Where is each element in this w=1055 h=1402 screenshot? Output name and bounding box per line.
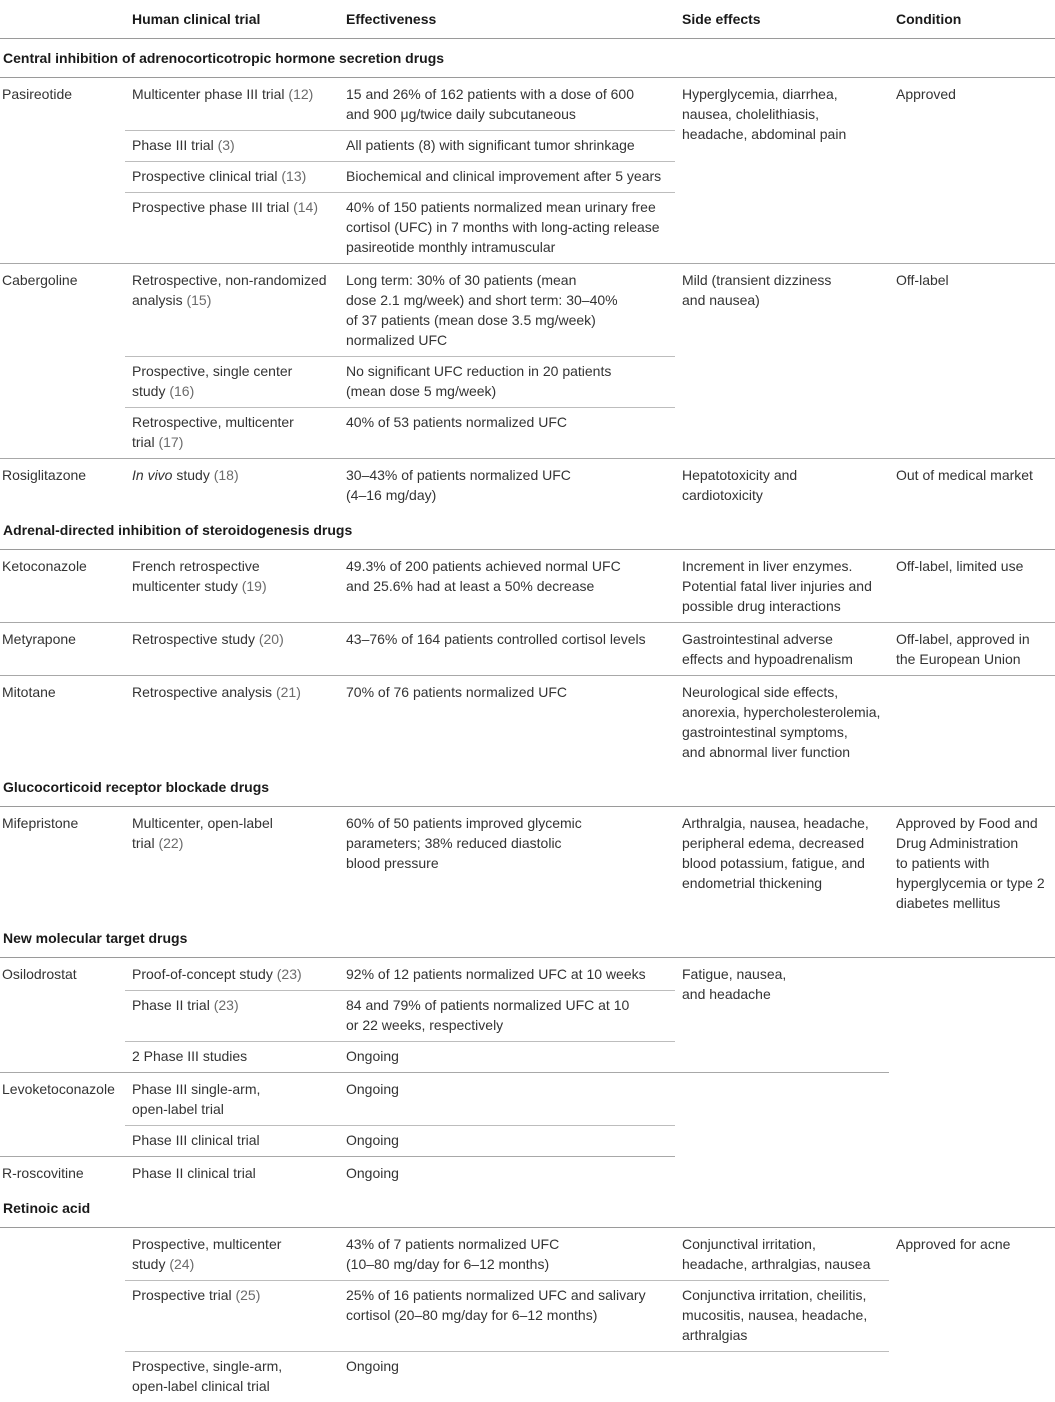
header-effectiveness: Effectiveness — [339, 0, 675, 39]
trial-cell: Prospective, single-arm, open-label clinical trial — [125, 1352, 339, 1402]
trial-cell: Phase III trial (3) — [125, 131, 339, 162]
trial-cell: French retrospective multicenter study (19) — [125, 550, 339, 623]
reference-link[interactable]: (21) — [276, 684, 301, 700]
effectiveness-cell: 84 and 79% of patients normalized UFC at 10 or 22 weeks, respectively — [339, 991, 675, 1042]
trial-cell: Phase II clinical trial — [125, 1157, 339, 1190]
effectiveness-cell: 30–43% of patients normalized UFC (4–16 mg/day) — [339, 459, 675, 512]
effectiveness-cell: Ongoing — [339, 1157, 675, 1190]
trial-cell: Prospective, single center study (16) — [125, 357, 339, 408]
condition-cell: Off-label, approved in the European Union — [889, 623, 1055, 676]
effectiveness-cell: 92% of 12 patients normalized UFC at 10 weeks — [339, 958, 675, 991]
reference-link[interactable]: (24) — [169, 1256, 194, 1272]
effectiveness-cell: Ongoing — [339, 1352, 675, 1402]
drug-name: Mifepristone — [0, 807, 125, 920]
side-effects-cell — [675, 1073, 889, 1190]
reference-link[interactable]: (20) — [259, 631, 284, 647]
side-effects-cell: Neurological side effects, anorexia, hypercholesterolemia, gastrointestinal symptoms, and abnormal liver function — [675, 676, 889, 769]
side-effects-cell: Fatigue, nausea, and headache — [675, 958, 889, 1073]
trial-cell: Phase II trial (23) — [125, 991, 339, 1042]
section-row — [0, 39, 1055, 78]
effectiveness-cell: 40% of 53 patients normalized UFC — [339, 408, 675, 459]
section-row — [0, 1189, 1055, 1228]
section-title: Glucocorticoid receptor blockade drugs — [0, 768, 1055, 807]
trial-cell: In vivo study (18) — [125, 459, 339, 512]
table-row — [0, 550, 1055, 623]
table-row — [0, 676, 1055, 769]
side-effects-cell: Hyperglycemia, diarrhea, nausea, cholelithiasis, headache, abdominal pain — [675, 78, 889, 264]
effectiveness-cell: 40% of 150 patients normalized mean urinary free cortisol (UFC) in 7 months with long-acting release pasireotide monthly intramuscular — [339, 193, 675, 264]
reference-link[interactable]: (12) — [288, 86, 313, 102]
reference-link[interactable]: (25) — [235, 1287, 260, 1303]
trial-cell: Phase III clinical trial — [125, 1126, 339, 1157]
drug-name: R-roscovitine — [0, 1157, 125, 1190]
drug-name — [0, 1228, 125, 1402]
header-drug — [0, 0, 125, 39]
reference-link[interactable]: (19) — [242, 578, 267, 594]
side-effects-cell: Increment in liver enzymes. Potential fatal liver injuries and possible drug interactions — [675, 550, 889, 623]
trial-cell: Retrospective, multicenter trial (17) — [125, 408, 339, 459]
header-trial: Human clinical trial — [125, 0, 339, 39]
side-effects-cell: Gastrointestinal adverse effects and hypoadrenalism — [675, 623, 889, 676]
trial-cell: Prospective phase III trial (14) — [125, 193, 339, 264]
trial-cell: 2 Phase III studies — [125, 1042, 339, 1073]
condition-cell: Approved by Food and Drug Administration to patients with hyperglycemia or type 2 diabetes mellitus — [889, 807, 1055, 920]
reference-link[interactable]: (23) — [277, 966, 302, 982]
effectiveness-cell: Biochemical and clinical improvement after 5 years — [339, 162, 675, 193]
drug-name: Metyrapone — [0, 623, 125, 676]
drug-name: Mitotane — [0, 676, 125, 769]
section-title: Central inhibition of adrenocorticotropic hormone secretion drugs — [0, 39, 1055, 78]
side-effects-cell: Conjunctival irritation, headache, arthralgias, nausea — [675, 1228, 889, 1281]
reference-link[interactable]: (22) — [158, 835, 183, 851]
effectiveness-cell: Ongoing — [339, 1126, 675, 1157]
section-title: Retinoic acid — [0, 1189, 1055, 1228]
effectiveness-cell: 49.3% of 200 patients achieved normal UFC and 25.6% had at least a 50% decrease — [339, 550, 675, 623]
condition-cell — [889, 676, 1055, 769]
table-header-row — [0, 0, 1055, 39]
trial-cell: Retrospective study (20) — [125, 623, 339, 676]
effectiveness-cell: Long term: 30% of 30 patients (mean dose 2.1 mg/week) and short term: 30–40% of 37 patients (mean dose 3.5 mg/week) normalized UFC — [339, 264, 675, 357]
side-effects-cell: Conjunctiva irritation, cheilitis, mucositis, nausea, headache, arthralgias — [675, 1281, 889, 1352]
trial-cell: Phase III single-arm, open-label trial — [125, 1073, 339, 1126]
table-row — [0, 264, 1055, 357]
condition-cell: Out of medical market — [889, 459, 1055, 512]
trial-cell: Proof-of-concept study (23) — [125, 958, 339, 991]
reference-link[interactable]: (3) — [218, 137, 235, 153]
side-effects-cell: Mild (transient dizziness and nausea) — [675, 264, 889, 459]
reference-link[interactable]: (17) — [158, 434, 183, 450]
section-row — [0, 768, 1055, 807]
trial-cell: Prospective, multicenter study (24) — [125, 1228, 339, 1281]
side-effects-cell: Hepatotoxicity and cardiotoxicity — [675, 459, 889, 512]
reference-link[interactable]: (15) — [186, 292, 211, 308]
trial-cell: Prospective trial (25) — [125, 1281, 339, 1352]
effectiveness-cell: 43–76% of 164 patients controlled cortisol levels — [339, 623, 675, 676]
trial-cell: Multicenter, open-label trial (22) — [125, 807, 339, 920]
table-row — [0, 459, 1055, 512]
condition-cell — [889, 958, 1055, 1190]
effectiveness-cell: Ongoing — [339, 1073, 675, 1126]
section-row — [0, 919, 1055, 958]
drug-name: Rosiglitazone — [0, 459, 125, 512]
trial-cell: Multicenter phase III trial (12) — [125, 78, 339, 131]
drug-name: Ketoconazole — [0, 550, 125, 623]
condition-cell: Approved for acne — [889, 1228, 1055, 1402]
effectiveness-cell: No significant UFC reduction in 20 patients (mean dose 5 mg/week) — [339, 357, 675, 408]
table-row — [0, 807, 1055, 920]
condition-cell: Off-label — [889, 264, 1055, 459]
reference-link[interactable]: (14) — [293, 199, 318, 215]
table-row — [0, 1228, 1055, 1281]
effectiveness-cell: Ongoing — [339, 1042, 675, 1073]
reference-link[interactable]: (18) — [214, 467, 239, 483]
effectiveness-cell: All patients (8) with significant tumor shrinkage — [339, 131, 675, 162]
table-row — [0, 958, 1055, 991]
trial-cell: Retrospective analysis (21) — [125, 676, 339, 769]
trial-cell: Retrospective, non-randomized analysis (15) — [125, 264, 339, 357]
drug-name: Osilodrostat — [0, 958, 125, 1073]
condition-cell: Off-label, limited use — [889, 550, 1055, 623]
drug-name: Levoketoconazole — [0, 1073, 125, 1157]
effectiveness-cell: 25% of 16 patients normalized UFC and salivary cortisol (20–80 mg/day for 6–12 months) — [339, 1281, 675, 1352]
table-row — [0, 78, 1055, 131]
reference-link[interactable]: (13) — [281, 168, 306, 184]
effectiveness-cell: 15 and 26% of 162 patients with a dose of 600 and 900 μg/twice daily subcutaneous — [339, 78, 675, 131]
header-side-effects: Side effects — [675, 0, 889, 39]
section-row — [0, 511, 1055, 550]
header-condition: Condition — [889, 0, 1055, 39]
section-title: Adrenal-directed inhibition of steroidogenesis drugs — [0, 511, 1055, 550]
table-row — [0, 623, 1055, 676]
side-effects-cell: Arthralgia, nausea, headache, peripheral edema, decreased blood potassium, fatigue, and endometrial thickening — [675, 807, 889, 920]
drug-name: Pasireotide — [0, 78, 125, 264]
section-title: New molecular target drugs — [0, 919, 1055, 958]
drug-name: Cabergoline — [0, 264, 125, 459]
reference-link[interactable]: (23) — [214, 997, 239, 1013]
side-effects-cell — [675, 1352, 889, 1402]
reference-link[interactable]: (16) — [169, 383, 194, 399]
condition-cell: Approved — [889, 78, 1055, 264]
effectiveness-cell: 70% of 76 patients normalized UFC — [339, 676, 675, 769]
trial-cell: Prospective clinical trial (13) — [125, 162, 339, 193]
effectiveness-cell: 60% of 50 patients improved glycemic parameters; 38% reduced diastolic blood pressure — [339, 807, 675, 920]
effectiveness-cell: 43% of 7 patients normalized UFC (10–80 mg/day for 6–12 months) — [339, 1228, 675, 1281]
